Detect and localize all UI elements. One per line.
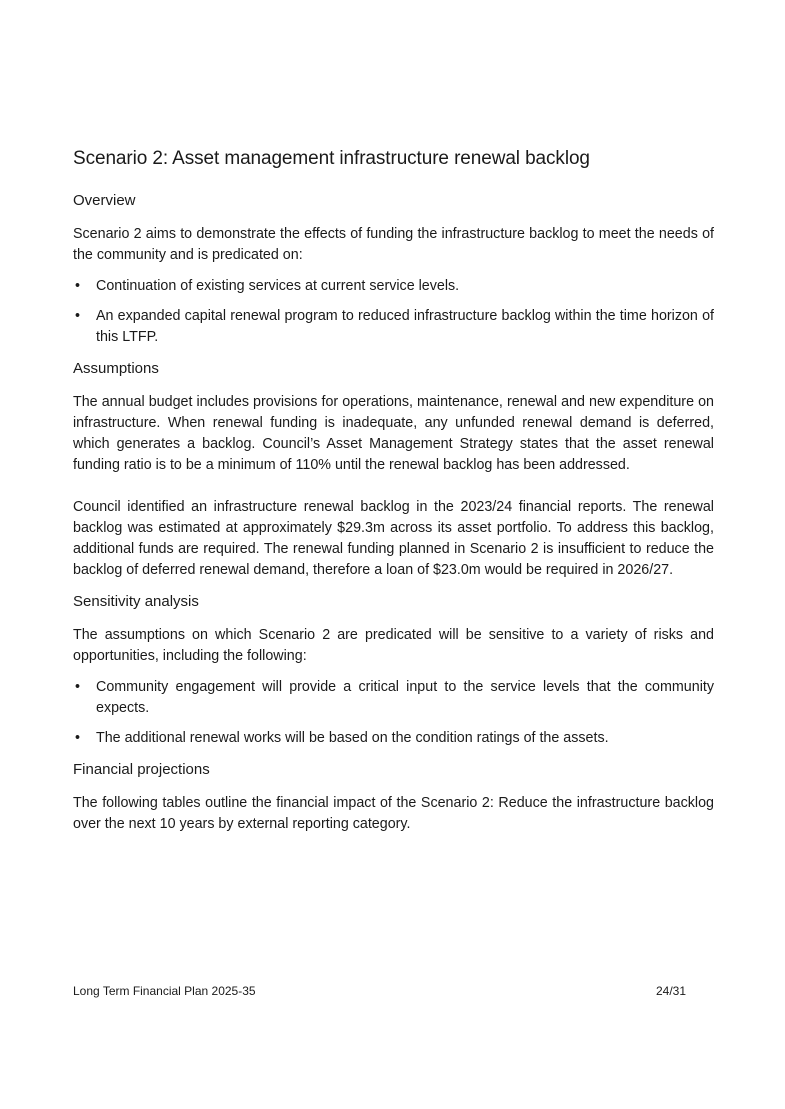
overview-intro: Scenario 2 aims to demonstrate the effects of funding the infrastructure backlog to meet the needs of the community and is predicated on:	[73, 226, 714, 263]
bullet-icon: •	[75, 308, 81, 324]
assumptions-section	[73, 358, 714, 581]
page-footer	[73, 983, 686, 999]
list-item-text: Continuation of existing services at current service levels.	[96, 278, 460, 294]
projections-section	[73, 759, 714, 835]
projections-heading: Financial projections	[73, 761, 210, 778]
sensitivity-intro: The assumptions on which Scenario 2 are predicated will be sensitive to a variety of risks and opportunities, including the following:	[73, 627, 714, 664]
list-item	[73, 677, 714, 719]
list-item	[73, 276, 714, 297]
sensitivity-section	[73, 591, 714, 749]
list-item	[73, 306, 714, 348]
list-item	[73, 728, 714, 749]
sensitivity-bullet-list	[73, 677, 714, 749]
bullet-icon: •	[75, 278, 81, 294]
page-title: Scenario 2: Asset management infrastructure renewal backlog	[73, 148, 590, 169]
page-number: 24/31	[655, 984, 686, 998]
list-item-text: Community engagement will provide a critical input to the service levels that the community expects.	[96, 679, 714, 716]
bullet-icon: •	[75, 679, 81, 695]
bullet-icon: •	[75, 730, 81, 746]
document-body	[73, 146, 714, 845]
assumptions-paragraph-1: The annual budget includes provisions for operations, maintenance, renewal and new expenditure on infrastructure. When renewal funding is inadequate, any unfunded renewal demand is deferred, which generates a backlog. Council’s Asset Management Strategy states that the asset renewal funding ratio is to be a minimum of 110% until the renewal backlog has been addressed.	[73, 394, 714, 473]
overview-bullet-list	[73, 276, 714, 348]
assumptions-heading: Assumptions	[73, 360, 159, 377]
overview-section	[73, 190, 714, 348]
list-item-text: The additional renewal works will be based on the condition ratings of the assets.	[96, 730, 609, 746]
list-item-text: An expanded capital renewal program to reduced infrastructure backlog within the time horizon of this LTFP.	[96, 308, 714, 345]
sensitivity-heading: Sensitivity analysis	[73, 593, 199, 610]
projections-paragraph: The following tables outline the financial impact of the Scenario 2: Reduce the infrastructure backlog over the next 10 years by external reporting category.	[73, 795, 714, 832]
overview-heading: Overview	[73, 192, 136, 209]
footer-document-title: Long Term Financial Plan 2025-35	[73, 984, 256, 998]
assumptions-paragraph-2: Council identified an infrastructure renewal backlog in the 2023/24 financial reports. The renewal backlog was estimated at approximately $29.3m across its asset portfolio. To address this backlog, additional funds are required. The renewal funding planned in Scenario 2 is insufficient to reduce the backlog of deferred renewal demand, therefore a loan of $23.0m would be required in 2026/27.	[73, 499, 714, 578]
